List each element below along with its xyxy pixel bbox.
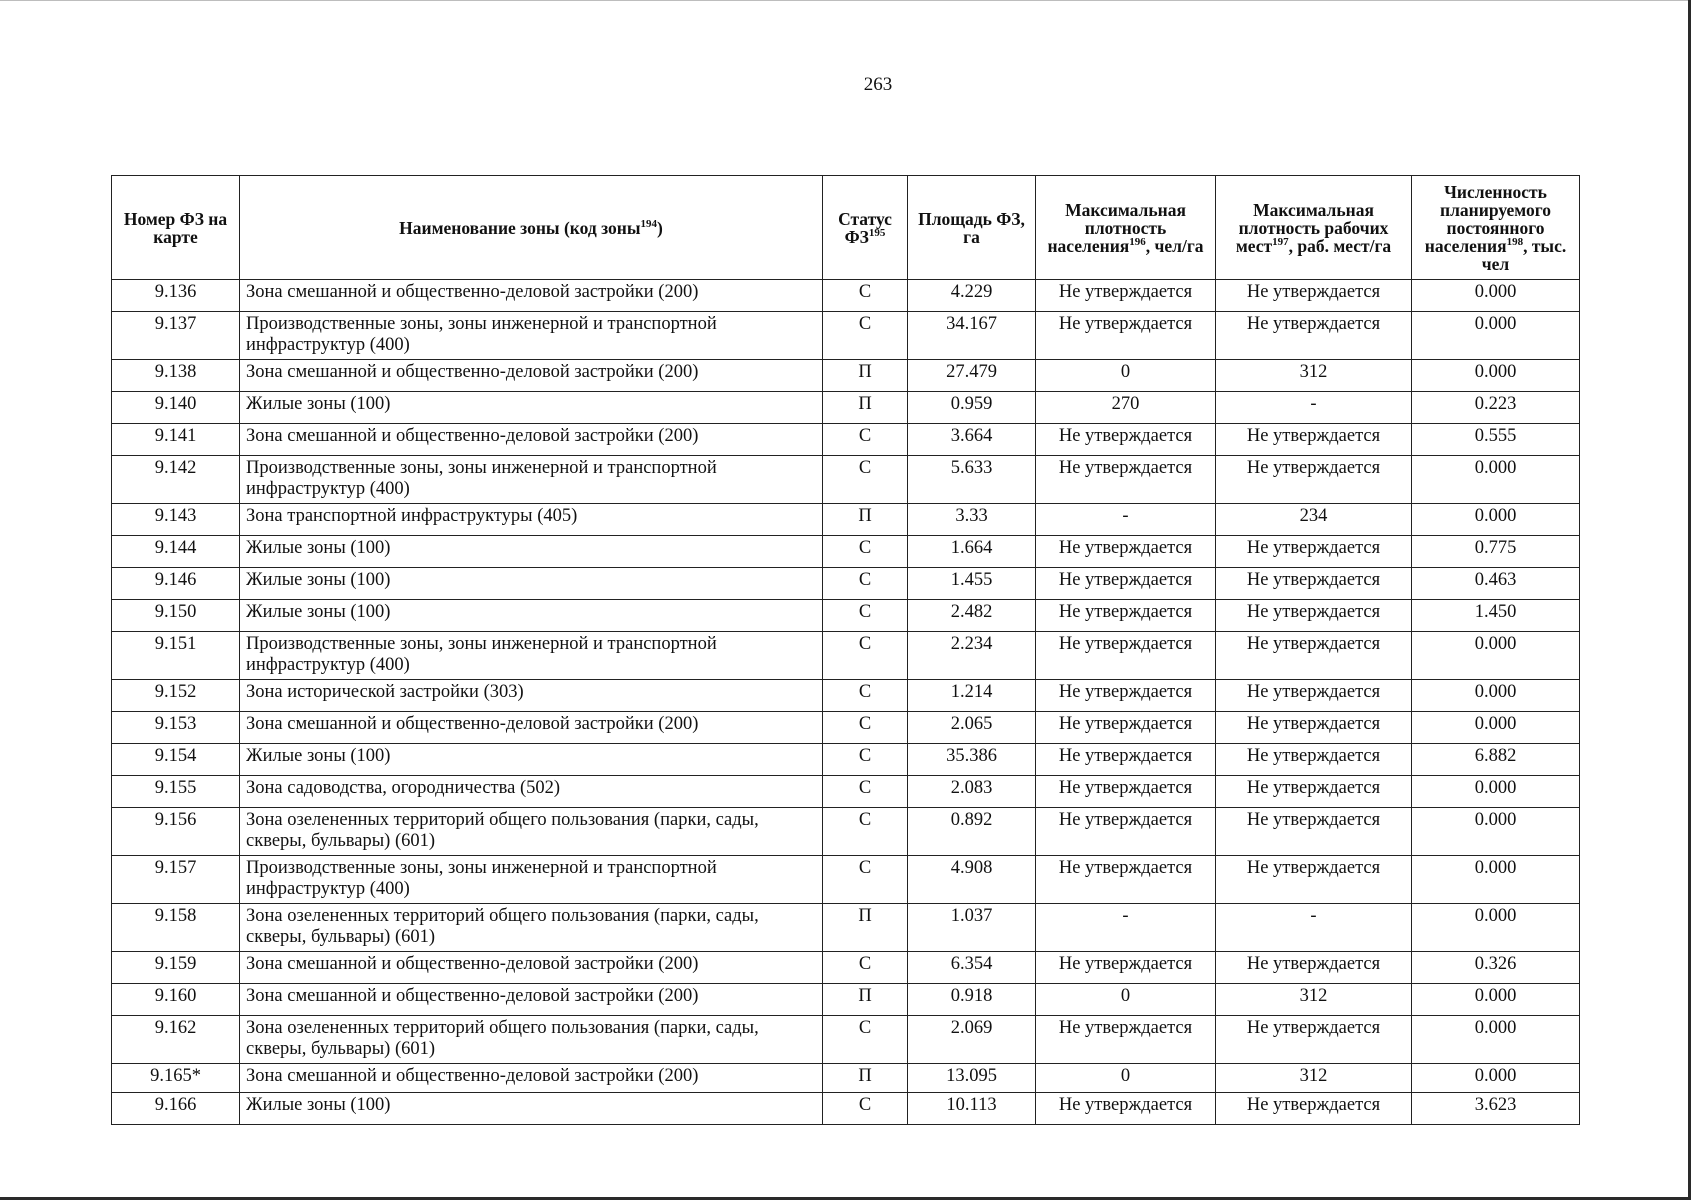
area-cell: 6.354 (908, 952, 1036, 984)
population-cell: 0.463 (1412, 568, 1580, 600)
zone-name-cell: Зона смешанной и общественно-деловой застройки (200) (240, 360, 823, 392)
population-cell: 3.623 (1412, 1093, 1580, 1125)
table-row (112, 1064, 1580, 1093)
zone-name-cell: Зона исторической застройки (303) (240, 680, 823, 712)
header-status-text: Статус ФЗ (838, 208, 892, 247)
zone-number-cell: 9.165* (112, 1064, 240, 1093)
table-row (112, 712, 1580, 744)
table-row (112, 280, 1580, 312)
zone-number-cell: 9.140 (112, 392, 240, 424)
job-density-cell: 234 (1216, 504, 1412, 536)
status-cell: С (823, 712, 908, 744)
job-density-cell: Не утверждается (1216, 456, 1412, 504)
zone-name-cell: Производственные зоны, зоны инженерной и транспортной инфраструктур (400) (240, 632, 823, 680)
pop-density-cell: Не утверждается (1036, 424, 1216, 456)
area-cell: 27.479 (908, 360, 1036, 392)
zone-name-cell: Жилые зоны (100) (240, 536, 823, 568)
header-zone-name-tail: ) (657, 217, 663, 238)
status-cell: С (823, 680, 908, 712)
population-cell: 0.000 (1412, 1064, 1580, 1093)
pop-density-cell: - (1036, 504, 1216, 536)
status-cell: С (823, 456, 908, 504)
job-density-cell: 312 (1216, 984, 1412, 1016)
area-cell: 4.229 (908, 280, 1036, 312)
zone-name-cell: Производственные зоны, зоны инженерной и транспортной инфраструктур (400) (240, 856, 823, 904)
job-density-cell: Не утверждается (1216, 856, 1412, 904)
status-cell: С (823, 280, 908, 312)
table-row (112, 1093, 1580, 1125)
zone-number-cell: 9.156 (112, 808, 240, 856)
population-cell: 0.223 (1412, 392, 1580, 424)
pop-density-cell: Не утверждается (1036, 600, 1216, 632)
population-cell: 0.000 (1412, 680, 1580, 712)
status-cell: С (823, 776, 908, 808)
pop-density-cell: 0 (1036, 984, 1216, 1016)
status-cell: П (823, 392, 908, 424)
zone-name-cell: Зона смешанной и общественно-деловой застройки (200) (240, 1064, 823, 1093)
area-cell: 2.065 (908, 712, 1036, 744)
population-cell: 0.775 (1412, 536, 1580, 568)
pop-density-cell: Не утверждается (1036, 712, 1216, 744)
status-cell: С (823, 808, 908, 856)
table-row (112, 360, 1580, 392)
footnote-ref-194: 194 (640, 217, 658, 230)
pop-density-cell: Не утверждается (1036, 312, 1216, 360)
pop-density-cell: Не утверждается (1036, 744, 1216, 776)
population-cell: 0.000 (1412, 712, 1580, 744)
header-population-text: Численность планируемого постоянного населения (1424, 181, 1551, 256)
header-job-density (1216, 176, 1412, 280)
population-cell: 0.000 (1412, 280, 1580, 312)
zone-name-cell: Производственные зоны, зоны инженерной и транспортной инфраструктур (400) (240, 312, 823, 360)
table-row (112, 600, 1580, 632)
header-pop-density (1036, 176, 1216, 280)
zone-number-cell: 9.150 (112, 600, 240, 632)
job-density-cell: Не утверждается (1216, 1016, 1412, 1064)
status-cell: С (823, 632, 908, 680)
job-density-cell: - (1216, 904, 1412, 952)
zone-name-cell: Жилые зоны (100) (240, 600, 823, 632)
header-job-density-unit: , раб. мест/га (1288, 235, 1392, 256)
area-cell: 1.214 (908, 680, 1036, 712)
population-cell: 0.000 (1412, 776, 1580, 808)
job-density-cell: Не утверждается (1216, 712, 1412, 744)
pop-density-cell: Не утверждается (1036, 632, 1216, 680)
zone-name-cell: Зона смешанной и общественно-деловой застройки (200) (240, 984, 823, 1016)
zone-number-cell: 9.158 (112, 904, 240, 952)
status-cell: С (823, 1093, 908, 1125)
area-cell: 2.234 (908, 632, 1036, 680)
zone-name-cell: Зона садоводства, огородничества (502) (240, 776, 823, 808)
area-cell: 3.33 (908, 504, 1036, 536)
job-density-cell: Не утверждается (1216, 600, 1412, 632)
table-row (112, 568, 1580, 600)
zone-name-cell: Жилые зоны (100) (240, 1093, 823, 1125)
population-cell: 1.450 (1412, 600, 1580, 632)
header-area-text: Площадь ФЗ, га (918, 208, 1025, 247)
population-cell: 0.000 (1412, 808, 1580, 856)
job-density-cell: Не утверждается (1216, 312, 1412, 360)
table-row (112, 424, 1580, 456)
area-cell: 1.455 (908, 568, 1036, 600)
status-cell: П (823, 1064, 908, 1093)
table-row (112, 776, 1580, 808)
status-cell: П (823, 504, 908, 536)
job-density-cell: Не утверждается (1216, 424, 1412, 456)
pop-density-cell: Не утверждается (1036, 536, 1216, 568)
zone-name-cell: Зона смешанной и общественно-деловой застройки (200) (240, 952, 823, 984)
status-cell: С (823, 952, 908, 984)
zone-number-cell: 9.162 (112, 1016, 240, 1064)
job-density-cell: 312 (1216, 1064, 1412, 1093)
area-cell: 0.959 (908, 392, 1036, 424)
zone-name-cell: Зона озелененных территорий общего пользования (парки, сады, скверы, бульвары) (601) (240, 904, 823, 952)
population-cell: 0.000 (1412, 984, 1580, 1016)
area-cell: 13.095 (908, 1064, 1036, 1093)
job-density-cell: Не утверждается (1216, 536, 1412, 568)
zone-name-cell: Зона транспортной инфраструктуры (405) (240, 504, 823, 536)
zone-number-cell: 9.153 (112, 712, 240, 744)
area-cell: 10.113 (908, 1093, 1036, 1125)
zone-name-cell: Зона озелененных территорий общего пользования (парки, сады, скверы, бульвары) (601) (240, 808, 823, 856)
zone-number-cell: 9.160 (112, 984, 240, 1016)
table-row (112, 632, 1580, 680)
footnote-ref-198: 198 (1506, 235, 1524, 248)
header-pop-density-text: Максимальная плотность населения (1047, 199, 1186, 256)
table-row (112, 536, 1580, 568)
zone-number-cell: 9.159 (112, 952, 240, 984)
zone-name-cell: Зона озелененных территорий общего пользования (парки, сады, скверы, бульвары) (601) (240, 1016, 823, 1064)
zone-name-cell: Жилые зоны (100) (240, 392, 823, 424)
population-cell: 0.000 (1412, 632, 1580, 680)
population-cell: 0.000 (1412, 904, 1580, 952)
population-cell: 0.000 (1412, 504, 1580, 536)
zone-name-cell: Производственные зоны, зоны инженерной и транспортной инфраструктур (400) (240, 456, 823, 504)
population-cell: 0.000 (1412, 360, 1580, 392)
zone-number-cell: 9.157 (112, 856, 240, 904)
zone-name-cell: Зона смешанной и общественно-деловой застройки (200) (240, 280, 823, 312)
job-density-cell: Не утверждается (1216, 280, 1412, 312)
job-density-cell: Не утверждается (1216, 776, 1412, 808)
area-cell: 1.664 (908, 536, 1036, 568)
pop-density-cell: Не утверждается (1036, 808, 1216, 856)
area-cell: 4.908 (908, 856, 1036, 904)
status-cell: П (823, 904, 908, 952)
area-cell: 2.083 (908, 776, 1036, 808)
status-cell: С (823, 312, 908, 360)
job-density-cell: 312 (1216, 360, 1412, 392)
header-zone-number (112, 176, 240, 280)
zone-number-cell: 9.146 (112, 568, 240, 600)
header-zone-name (240, 176, 823, 280)
zone-number-cell: 9.166 (112, 1093, 240, 1125)
pop-density-cell: Не утверждается (1036, 680, 1216, 712)
header-population (1412, 176, 1580, 280)
table-row (112, 312, 1580, 360)
area-cell: 35.386 (908, 744, 1036, 776)
zone-name-cell: Зона смешанной и общественно-деловой застройки (200) (240, 424, 823, 456)
job-density-cell: - (1216, 392, 1412, 424)
area-cell: 0.918 (908, 984, 1036, 1016)
area-cell: 3.664 (908, 424, 1036, 456)
zone-name-cell: Зона смешанной и общественно-деловой застройки (200) (240, 712, 823, 744)
zone-number-cell: 9.151 (112, 632, 240, 680)
table-row (112, 392, 1580, 424)
footnote-ref-197: 197 (1272, 235, 1289, 248)
job-density-cell: Не утверждается (1216, 1093, 1412, 1125)
pop-density-cell: Не утверждается (1036, 1093, 1216, 1125)
population-cell: 0.555 (1412, 424, 1580, 456)
header-zone-name-text: Наименование зоны (код зоны (399, 217, 641, 238)
table-row (112, 456, 1580, 504)
pop-density-cell: Не утверждается (1036, 568, 1216, 600)
zone-number-cell: 9.141 (112, 424, 240, 456)
header-area (908, 176, 1036, 280)
status-cell: С (823, 1016, 908, 1064)
zone-number-cell: 9.142 (112, 456, 240, 504)
zone-name-cell: Жилые зоны (100) (240, 744, 823, 776)
job-density-cell: Не утверждается (1216, 952, 1412, 984)
job-density-cell: Не утверждается (1216, 808, 1412, 856)
population-cell: 0.326 (1412, 952, 1580, 984)
job-density-cell: Не утверждается (1216, 680, 1412, 712)
page-number: 263 (863, 74, 893, 95)
pop-density-cell: Не утверждается (1036, 952, 1216, 984)
zone-number-cell: 9.136 (112, 280, 240, 312)
pop-density-cell: Не утверждается (1036, 456, 1216, 504)
status-cell: С (823, 600, 908, 632)
area-cell: 0.892 (908, 808, 1036, 856)
footnote-ref-195: 195 (868, 226, 886, 239)
header-status (823, 176, 908, 280)
table-row (112, 504, 1580, 536)
footnote-ref-196: 196 (1129, 235, 1146, 248)
zone-number-cell: 9.154 (112, 744, 240, 776)
status-cell: С (823, 568, 908, 600)
area-cell: 5.633 (908, 456, 1036, 504)
table-header-row (112, 176, 1580, 280)
pop-density-cell: - (1036, 904, 1216, 952)
population-cell: 0.000 (1412, 856, 1580, 904)
job-density-cell: Не утверждается (1216, 744, 1412, 776)
table-row (112, 984, 1580, 1016)
population-cell: 0.000 (1412, 456, 1580, 504)
table-row (112, 744, 1580, 776)
status-cell: С (823, 424, 908, 456)
area-cell: 1.037 (908, 904, 1036, 952)
population-cell: 0.000 (1412, 1016, 1580, 1064)
pop-density-cell: Не утверждается (1036, 280, 1216, 312)
status-cell: С (823, 744, 908, 776)
zone-number-cell: 9.137 (112, 312, 240, 360)
zone-number-cell: 9.144 (112, 536, 240, 568)
job-density-cell: Не утверждается (1216, 632, 1412, 680)
zone-number-cell: 9.152 (112, 680, 240, 712)
job-density-cell: Не утверждается (1216, 568, 1412, 600)
table-row (112, 1016, 1580, 1064)
page-top-edge (0, 0, 1691, 1)
status-cell: С (823, 856, 908, 904)
area-cell: 34.167 (908, 312, 1036, 360)
zone-number-cell: 9.143 (112, 504, 240, 536)
zones-table (111, 175, 1580, 1125)
table-body (112, 280, 1580, 1125)
pop-density-cell: Не утверждается (1036, 1016, 1216, 1064)
pop-density-cell: 270 (1036, 392, 1216, 424)
zone-number-cell: 9.138 (112, 360, 240, 392)
header-population-unit: , тыс. чел (1481, 235, 1567, 274)
pop-density-cell: 0 (1036, 1064, 1216, 1093)
population-cell: 6.882 (1412, 744, 1580, 776)
pop-density-cell: 0 (1036, 360, 1216, 392)
status-cell: П (823, 984, 908, 1016)
header-job-density-text: Максимальная плотность рабочих мест (1235, 199, 1389, 256)
area-cell: 2.482 (908, 600, 1036, 632)
table-row (112, 808, 1580, 856)
table-row (112, 904, 1580, 952)
pop-density-cell: Не утверждается (1036, 776, 1216, 808)
table-row (112, 952, 1580, 984)
zone-name-cell: Жилые зоны (100) (240, 568, 823, 600)
table-row (112, 680, 1580, 712)
header-pop-density-unit: , чел/га (1145, 235, 1204, 256)
header-zone-number-text: Номер ФЗ на карте (123, 208, 228, 247)
status-cell: П (823, 360, 908, 392)
population-cell: 0.000 (1412, 312, 1580, 360)
area-cell: 2.069 (908, 1016, 1036, 1064)
zone-number-cell: 9.155 (112, 776, 240, 808)
status-cell: С (823, 536, 908, 568)
table-row (112, 856, 1580, 904)
pop-density-cell: Не утверждается (1036, 856, 1216, 904)
